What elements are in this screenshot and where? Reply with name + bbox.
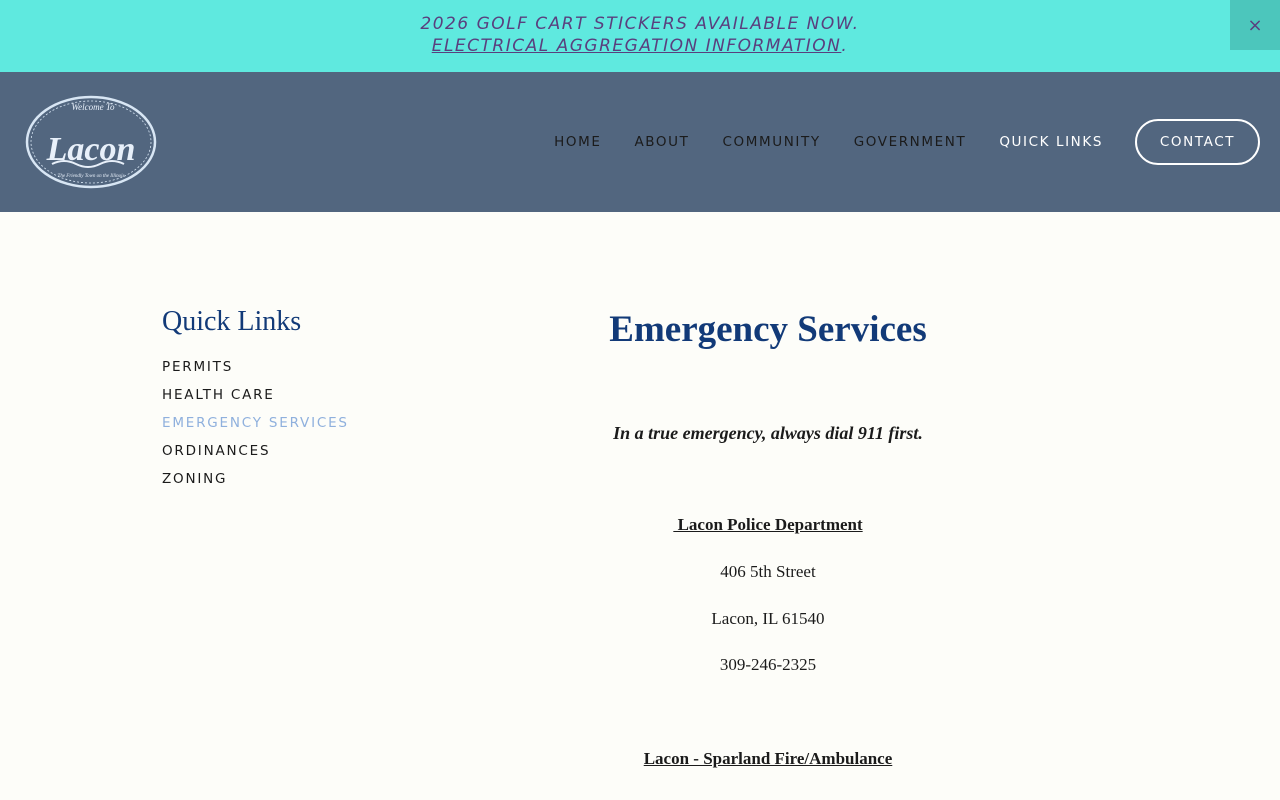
site-header <box>0 72 1280 212</box>
logo-welcome-text: Welcome To <box>71 102 115 112</box>
sidebar-title: Quick Links <box>162 306 302 337</box>
logo-tagline-text: The Friendly Town on the Illinois <box>57 174 125 179</box>
nav-about[interactable]: ABOUT <box>634 134 690 150</box>
nav-community[interactable]: COMMUNITY <box>722 134 821 150</box>
emergency-intro: In a true emergency, always dial 911 first. <box>613 423 923 443</box>
sidebar-item-ordinances[interactable]: ORDINANCES <box>162 443 271 459</box>
nav-government[interactable]: GOVERNMENT <box>853 134 967 150</box>
main-content <box>560 300 976 772</box>
police-address-city: Lacon, IL 61540 <box>711 609 825 628</box>
logo-name-text: Lacon <box>46 131 136 168</box>
main-nav <box>521 119 1260 165</box>
page-title: Emergency Services <box>609 309 927 350</box>
close-announcement-button[interactable] <box>1230 0 1280 50</box>
announcement-line-2-suffix: . <box>841 36 849 56</box>
sidebar-item-health-care[interactable]: HEALTH CARE <box>162 387 275 403</box>
fire-heading: Lacon - Sparland Fire/Ambulance <box>643 749 893 768</box>
close-icon: × <box>1247 14 1263 36</box>
sidebar-item-zoning[interactable]: ZONING <box>162 471 228 487</box>
announcement-line-1: 2026 GOLF CART STICKERS AVAILABLE NOW. <box>420 14 860 34</box>
sidebar-item-emergency-services[interactable]: EMERGENCY SERVICES <box>162 415 349 431</box>
police-address-street: 406 5th Street <box>720 562 816 581</box>
sidebar-item-permits[interactable]: PERMITS <box>162 359 234 375</box>
police-heading: Lacon Police Department <box>673 515 863 534</box>
contact-button[interactable]: CONTACT <box>1135 119 1260 165</box>
announcement-bar <box>0 0 1280 72</box>
nav-quick-links[interactable]: QUICK LINKS <box>999 134 1103 150</box>
electrical-aggregation-link[interactable]: ELECTRICAL AGGREGATION INFORMATION <box>431 36 842 56</box>
quick-links-sidebar <box>162 306 422 493</box>
lacon-logo[interactable] <box>24 94 158 190</box>
nav-home[interactable]: HOME <box>554 134 602 150</box>
announcement-line-2 <box>0 35 1280 57</box>
police-phone: 309-246-2325 <box>719 655 817 674</box>
